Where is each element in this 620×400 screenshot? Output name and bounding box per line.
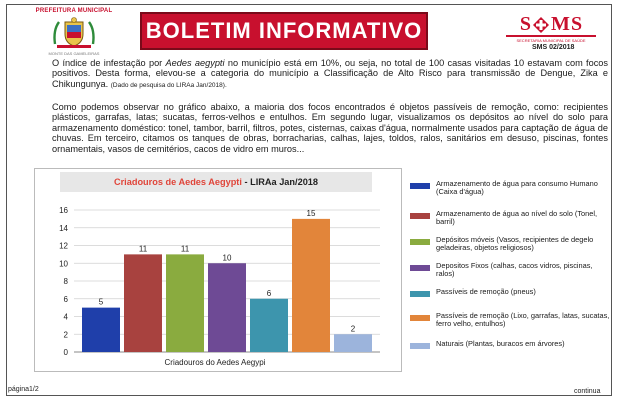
- legend-label: Depositos Fixos (calhas, cacos vidros, piscinas, ralos): [436, 261, 593, 279]
- y-tick-label: 14: [59, 223, 68, 233]
- municipality-subtitle: MONTE DAS GAMELEIRAS: [48, 51, 100, 56]
- municipality-label: PREFEITURA MUNICIPAL: [35, 8, 113, 14]
- species-name: Aedes aegypti: [165, 58, 225, 68]
- x-axis-label: Criadouros do Aedes Aegypi: [164, 358, 266, 367]
- y-tick-label: 16: [59, 206, 68, 215]
- y-tick-label: 10: [59, 259, 68, 269]
- bar-value-label: 15: [306, 208, 316, 218]
- paragraph-infestation: [52, 58, 608, 91]
- legend-item: [410, 340, 610, 349]
- y-tick-label: 12: [59, 241, 68, 251]
- chart-title: [60, 172, 372, 192]
- legend-label: Naturais (Plantas, buracos em árvores): [436, 339, 565, 348]
- bar: [250, 299, 288, 352]
- municipality-logo: [14, 8, 134, 56]
- bar: [166, 254, 204, 352]
- legend-item: [410, 236, 610, 253]
- legend-item: [410, 288, 610, 297]
- sms-mark: [502, 14, 600, 34]
- p1-source-note: (Dado de pesquisa do LIRAa Jan/2018).: [110, 81, 227, 89]
- paragraph-breeding-sites: Como podemos observar no gráfico abaixo, a maioria dos focos encontrados é objetos passíveis de remoção, como: recipientes plásticos, garrafas, latas; sucatas, ferros-velhos e entulhos. Em segundo lugar, visualizamos os depósitos ao nível do solo para armazenamento doméstico: tonel, tambor, barril, filtros, potes, cisternas, caixas d'água, normalmente usados para captação de água de chuvas. Em terceiro, citamos os tanques de obras, borracharias, calhas, lajes, toldos, ralos, sanitários em desuso, piscinas, fontes ornamentais, vasos de cemitérios, cacos de vidro em muros...: [52, 102, 608, 154]
- edition-number: SMS 02/2018: [532, 44, 575, 51]
- bar-value-label: 6: [266, 288, 272, 298]
- health-cross-icon: [532, 16, 550, 34]
- sms-letter-1: S: [519, 13, 532, 35]
- legend-swatch: [410, 183, 430, 189]
- sms-letter-2: M: [551, 13, 570, 35]
- bar-value-label: 11: [138, 244, 148, 254]
- y-tick-label: 0: [63, 348, 68, 357]
- legend-label: Depósitos móveis (Vasos, recipientes de degelo geladeiras, objetos religiosos): [436, 235, 594, 253]
- bar-value-label: 2: [350, 324, 356, 334]
- bar: [82, 308, 120, 352]
- crest-icon: [51, 16, 97, 50]
- y-tick-label: 4: [63, 312, 68, 322]
- chart-title-main: Criadouros de Aedes Aegypti: [113, 177, 242, 187]
- legend-label: Passíveis de remoção (Lixo, garrafas, latas, sucatas, ferro velho, entulhos): [436, 311, 610, 329]
- legend-swatch: [410, 343, 430, 349]
- continue-label: continua: [574, 388, 601, 395]
- p1-text-a: O índice de infestação por: [52, 58, 166, 68]
- legend-item: [410, 262, 610, 279]
- page-number: página1/2: [8, 386, 39, 393]
- sms-letter-3: S: [570, 13, 583, 35]
- sms-logo: [502, 14, 600, 43]
- legend-item: [410, 180, 610, 197]
- legend-swatch: [410, 315, 430, 321]
- y-tick-label: 8: [63, 277, 68, 286]
- bar: [292, 219, 330, 352]
- legend-swatch: [410, 291, 430, 297]
- page-title: BOLETIM INFORMATIVO: [145, 18, 423, 43]
- legend-label: Armazenamento de água ao nível do solo (Tonel, barril): [436, 209, 598, 227]
- legend-swatch: [410, 213, 430, 219]
- legend-item: [410, 312, 610, 329]
- legend-swatch: [410, 265, 430, 271]
- title-banner: [140, 12, 428, 50]
- legend-item: [410, 210, 610, 227]
- y-tick-label: 2: [63, 330, 68, 340]
- sms-subtitle: SECRETARIA MUNICIPAL DE SAÚDE: [516, 38, 586, 43]
- bar: [334, 334, 372, 352]
- p1-text-b: no município está em 10%, ou seja, no total de 100 casas visitadas 10 estavam com focos positivos. Desta forma, elevou-se a categoria do município a Classificação de Alto Risco para transmissão de Dengue, Zika e Chikungunya.: [52, 58, 608, 89]
- bar-chart: [34, 190, 394, 370]
- bar: [124, 254, 162, 352]
- chart-title-period: - LIRAa Jan/2018: [241, 177, 319, 187]
- bar-value-label: 10: [222, 253, 232, 263]
- bar-value-label: 5: [98, 297, 104, 307]
- legend-label: Armazenamento de água para consumo Humano (Caixa d'água): [436, 179, 598, 197]
- sms-divider: [506, 35, 596, 37]
- legend-label: Passíveis de remoção (pneus): [436, 287, 536, 296]
- y-tick-label: 6: [63, 294, 68, 304]
- bar: [208, 263, 246, 352]
- bar-value-label: 11: [180, 244, 190, 254]
- legend-swatch: [410, 239, 430, 245]
